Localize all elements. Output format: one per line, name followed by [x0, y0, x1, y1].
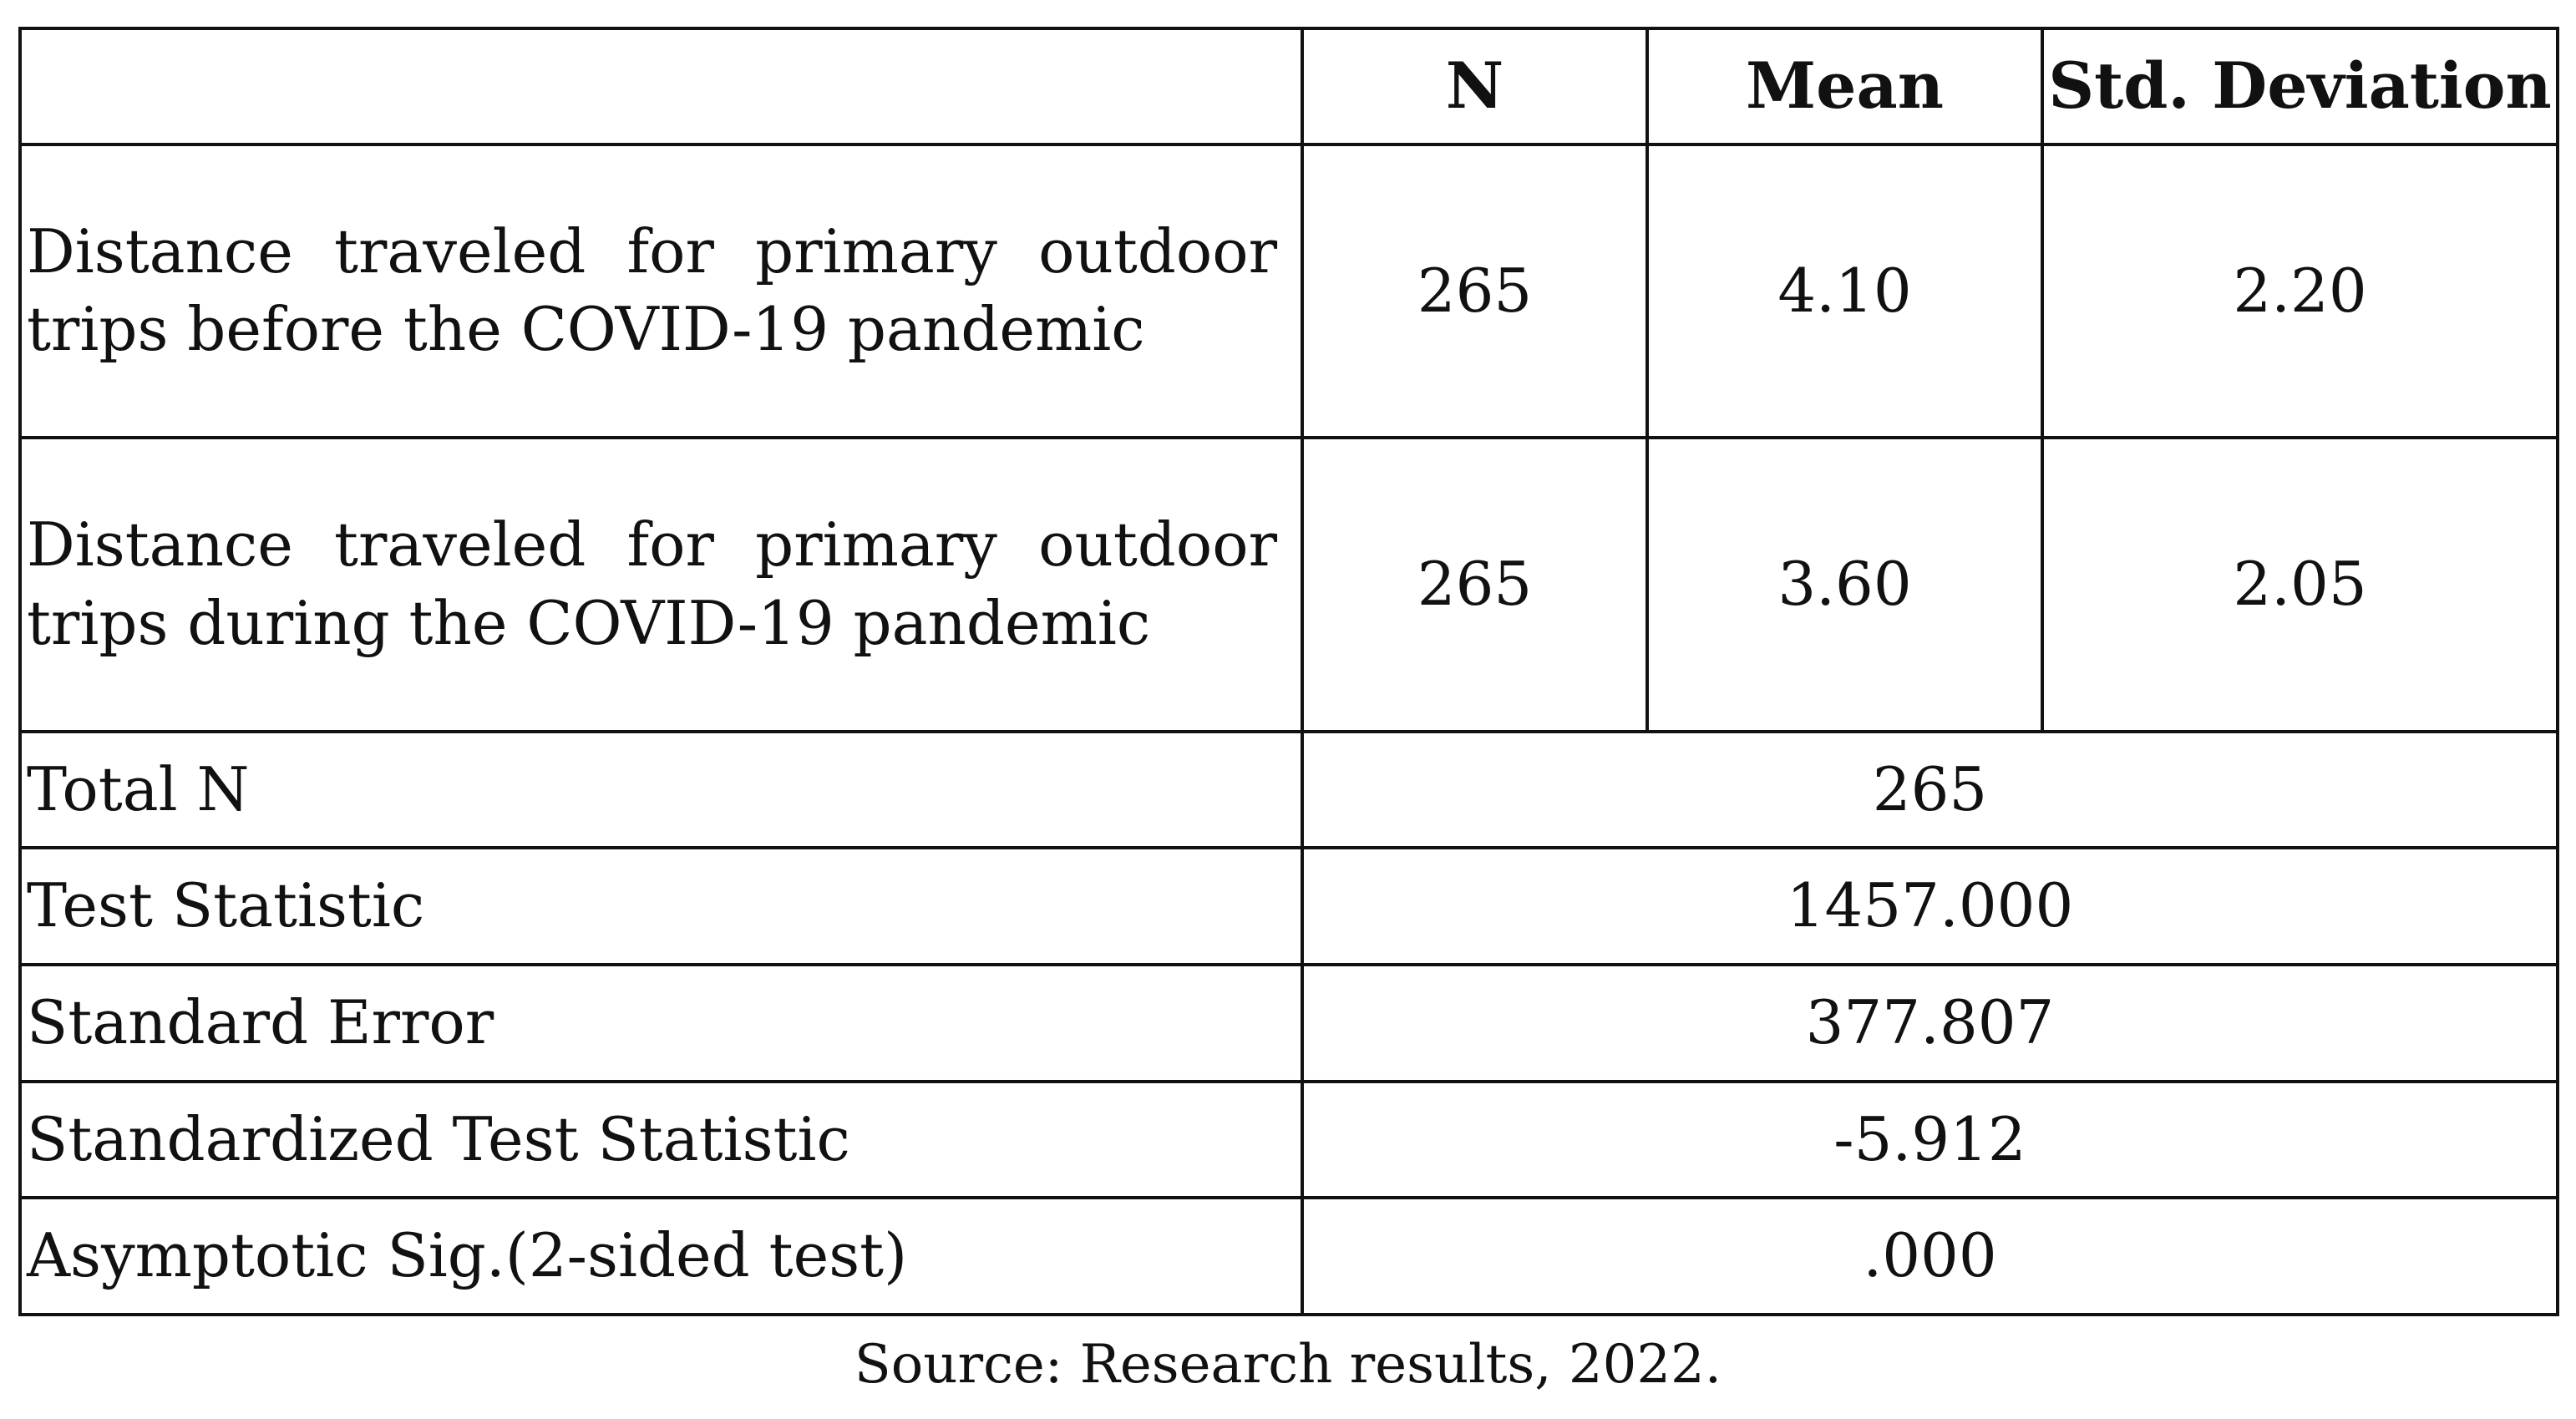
table-row-standard-error: [20, 965, 2558, 1082]
n-before: 265: [1302, 144, 1647, 438]
table-row-standardized-test-statistic: [20, 1082, 2558, 1199]
header-n: N: [1302, 28, 1647, 144]
table-row-test-statistic: [20, 848, 2558, 965]
stat-value-standard-error: 377.807: [1302, 965, 2558, 1082]
stat-value-asymptotic-sig: .000: [1302, 1198, 2558, 1315]
std-dev-before: 2.20: [2042, 144, 2558, 438]
stat-value-total-n: 265: [1302, 732, 2558, 849]
table-row-total-n: [20, 732, 2558, 849]
variable-label-before: Distance traveled for primary outdoor trips before the COVID-19 pandemic: [20, 144, 1302, 438]
table-row-asymptotic-sig: [20, 1198, 2558, 1315]
stat-label-asymptotic-sig: Asymptotic Sig.(2-sided test): [20, 1198, 1302, 1315]
n-during: 265: [1302, 438, 1647, 732]
mean-during: 3.60: [1647, 438, 2042, 732]
std-dev-during: 2.05: [2042, 438, 2558, 732]
stat-value-standardized-test-statistic: -5.912: [1302, 1082, 2558, 1199]
header-mean: Mean: [1647, 28, 2042, 144]
stat-label-test-statistic: Test Statistic: [20, 848, 1302, 965]
table-row-during-pandemic: [20, 438, 2558, 732]
table-row-before-pandemic: [20, 144, 2558, 438]
results-table: [18, 27, 2559, 1316]
stat-label-standard-error: Standard Error: [20, 965, 1302, 1082]
stat-label-standardized-test-statistic: Standardized Test Statistic: [20, 1082, 1302, 1199]
header-std-deviation: Std. Deviation: [2042, 28, 2558, 144]
header-label-cell: [20, 28, 1302, 144]
header-row: [20, 28, 2558, 144]
stat-label-total-n: Total N: [20, 732, 1302, 849]
mean-before: 4.10: [1647, 144, 2042, 438]
source-note: Source: Research results, 2022.: [854, 1334, 1722, 1396]
variable-label-during: Distance traveled for primary outdoor trips during the COVID-19 pandemic: [20, 438, 1302, 732]
stat-value-test-statistic: 1457.000: [1302, 848, 2558, 965]
